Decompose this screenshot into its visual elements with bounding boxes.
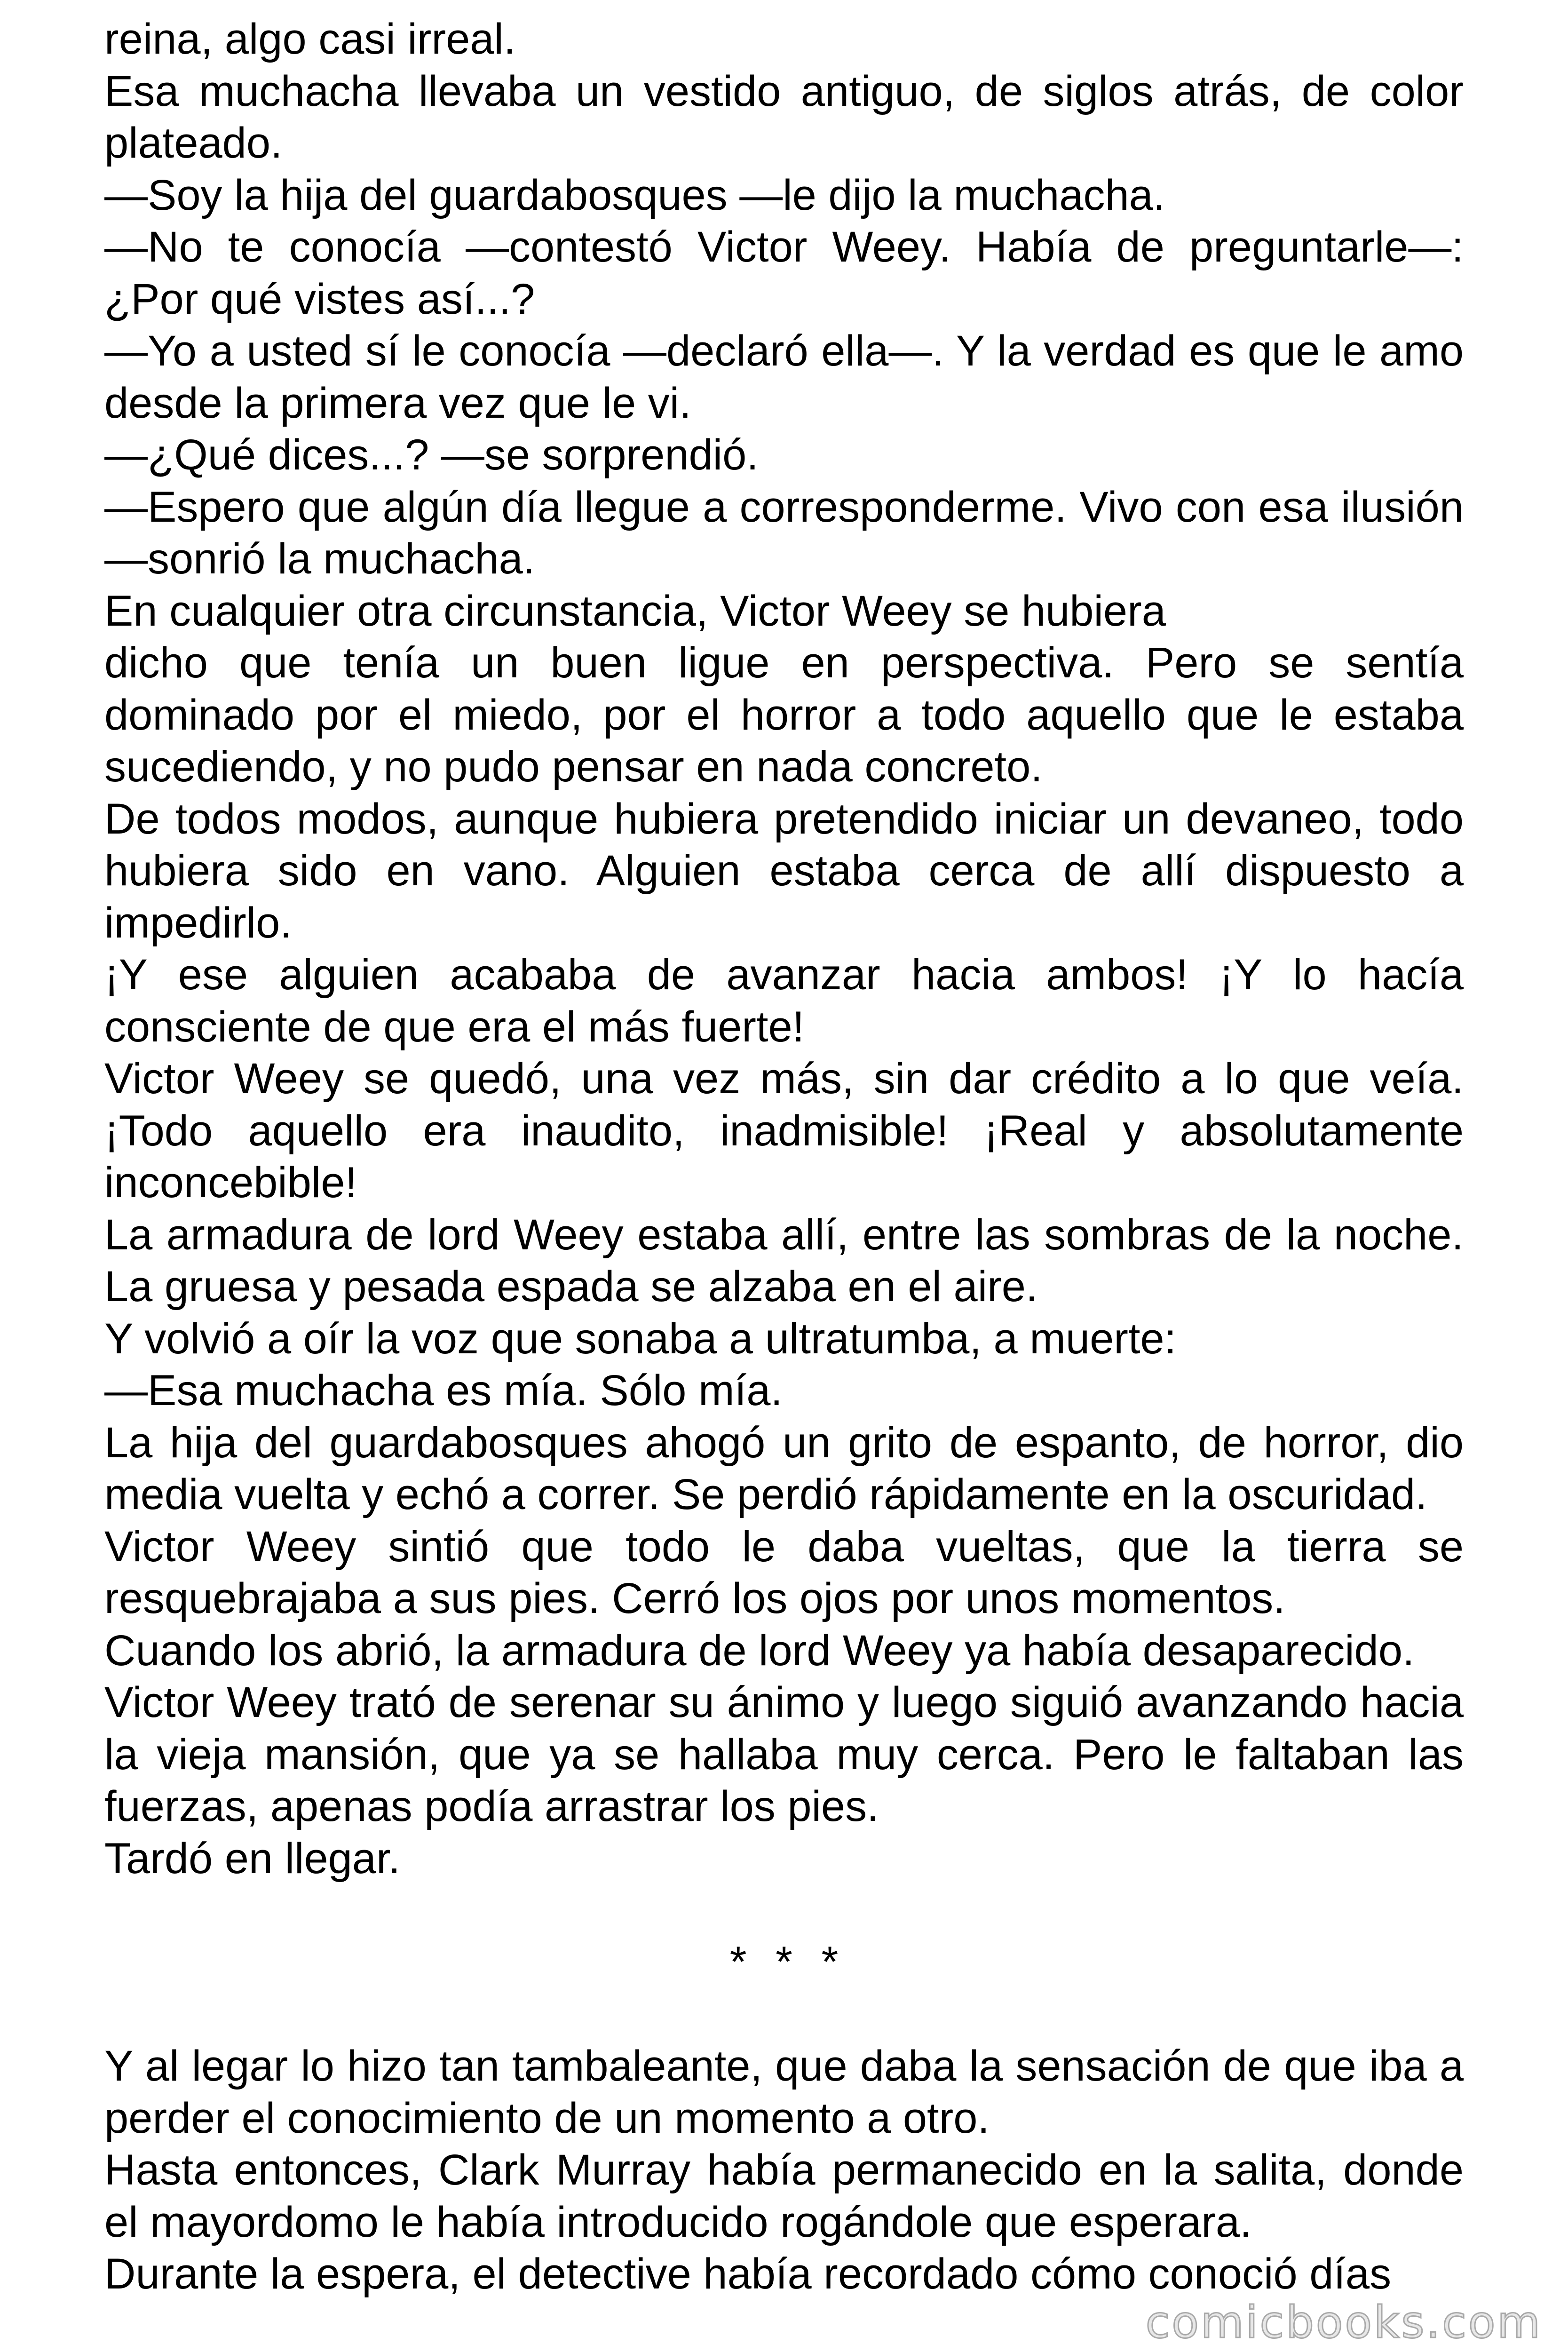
page-text-body [104,13,1464,2300]
paragraph: —Soy la hija del guardabosques —le dijo la muchacha. [104,171,1165,219]
paragraph: La armadura de lord Weey estaba allí, entre las sombras de la noche. La gruesa y pesada espada se alzaba en el aire. [104,1210,1464,1311]
paragraph: Y al legar lo hizo tan tambaleante, que daba la sensación de que iba a perder el conocimiento de un momento a otro. [104,2042,1464,2142]
paragraph: Tardó en llegar. [104,1834,401,1883]
paragraph: De todos modos, aunque hubiera pretendido iniciar un devaneo, todo hubiera sido en vano. Alguien estaba cerca de allí dispuesto a impedirlo. [104,795,1464,947]
paragraph: —Yo a usted sí le conocía —declaró ella—. Y la verdad es que le amo desde la primera vez que le vi. [104,327,1464,427]
scene-separator: * * * [729,1938,847,1986]
paragraph: Hasta entonces, Clark Murray había permanecido en la salita, donde el mayordomo le había introducido rogándole que esperara. [104,2146,1464,2246]
paragraph: En cualquier otra circunstancia, Victor Weey se hubiera [104,587,1166,635]
paragraph: —Espero que algún día llegue a corresponderme. Vivo con esa ilusión —sonrió la muchacha. [104,483,1464,583]
paragraph: Durante la espera, el detective había recordado cómo conoció días [104,2250,1392,2298]
paragraph: La hija del guardabosques ahogó un grito de espanto, de horror, dio media vuelta y echó a correr. Se perdió rápidamente en la oscuridad. [104,1418,1464,1518]
watermark: comicbooks.com [1145,2297,1542,2348]
paragraph: Cuando los abrió, la armadura de lord Weey ya había desaparecido. [104,1626,1415,1675]
paragraph: Y volvió a oír la voz que sonaba a ultratumba, a muerte: [104,1314,1177,1363]
paragraph: Victor Weey sintió que todo le daba vueltas, que la tierra se resquebrajaba a sus pies. Cerró los ojos por unos momentos. [104,1522,1464,1622]
paragraph: Esa muchacha llevaba un vestido antiguo, de siglos atrás, de color plateado. [104,67,1464,167]
paragraph: dicho que tenía un buen ligue en perspectiva. Pero se sentía dominado por el miedo, por el horror a todo aquello que le estaba sucediendo, y no pudo pensar en nada concreto. [104,639,1464,791]
paragraph: —Esa muchacha es mía. Sólo mía. [104,1367,783,1414]
paragraph: Victor Weey trató de serenar su ánimo y luego siguió avanzando hacia la vieja mansión, que ya se hallaba muy cerca. Pero le faltaban las fuerzas, apenas podía arrastrar los pies. [104,1678,1464,1830]
paragraph: Victor Weey se quedó, una vez más, sin dar crédito a lo que veía. ¡Todo aquello era inaudito, inadmisible! ¡Real y absolutamente inconcebible! [104,1055,1464,1207]
paragraph: ¡Y ese alguien acababa de avanzar hacia ambos! ¡Y lo hacía consciente de que era el más fuerte! [104,951,1464,1051]
paragraph: reina, algo casi irreal. [104,15,516,63]
paragraph: —¿Qué dices...? —se sorprendió. [104,431,759,479]
paragraph: —No te conocía —contestó Victor Weey. Había de preguntarle—: ¿Por qué vistes así...? [104,223,1464,323]
